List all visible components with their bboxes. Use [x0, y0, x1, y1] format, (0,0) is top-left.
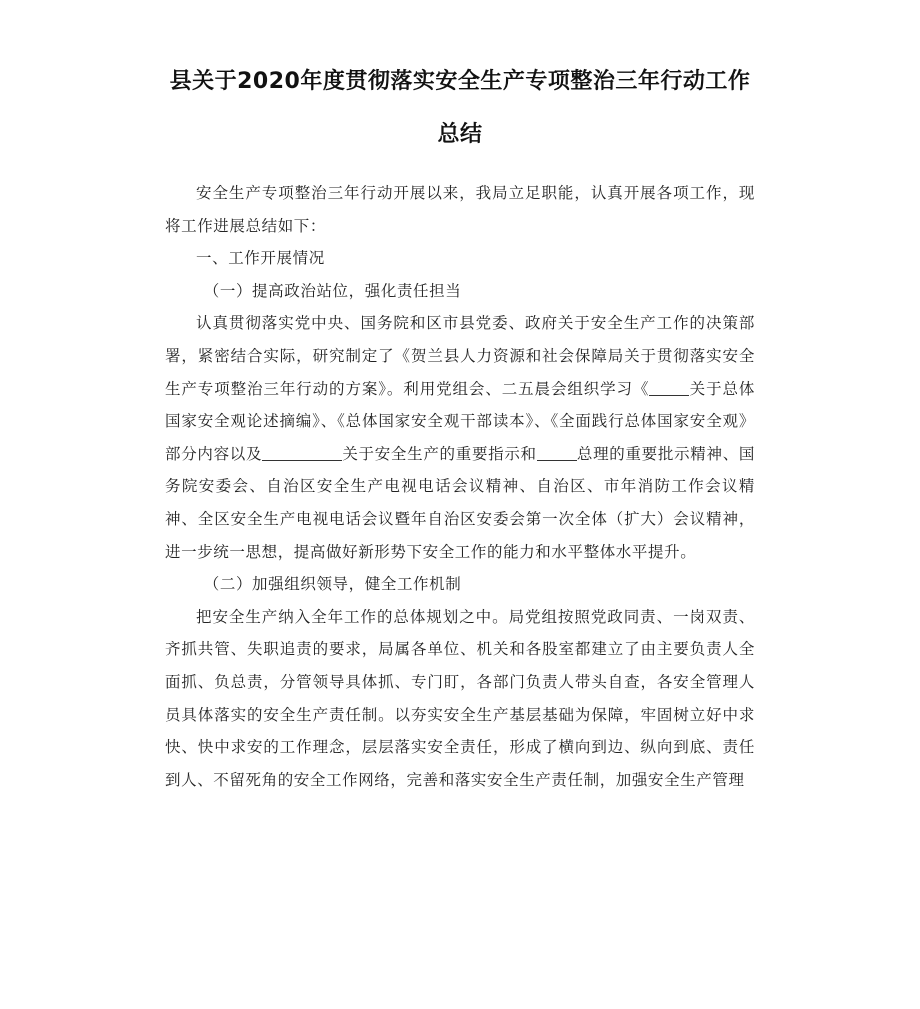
- intro-paragraph: 安全生产专项整治三年行动开展以来，我局立足职能，认真开展各项工作，现将工作进展总结如下：: [165, 184, 755, 235]
- section-heading-1: 一、工作开展情况: [196, 249, 325, 268]
- subsection-heading-1: （一）提高政治站位，强化责任担当: [203, 281, 462, 300]
- blank-underline: [537, 444, 577, 461]
- document-body: [165, 177, 755, 796]
- paragraph-text: 总理的重要批示精神、国务院安委会、自治区安全生产电视电话会议精神、自治区、市年消防工作会议精神、全区安全生产电视电话会议暨年自治区安委会第一次全体（扩大）会议精神，进一步统一思想，提高做好新形势下安全工作的能力和水平整体水平提升。: [165, 444, 755, 561]
- paragraph-text: 关于总体国家安全观论述摘编》、《总体国家安全观干部读本》、《全面践行总体国家安全观》部分内容以及: [165, 379, 755, 463]
- blank-underline: [262, 444, 342, 461]
- document-title-continued: 总结: [437, 122, 483, 147]
- paragraph-text: 关于安全生产的重要指示和: [342, 444, 537, 463]
- subsection-2-paragraph: 把安全生产纳入全年工作的总体规划之中。局党组按照党政同责、一岗双责、齐抓共管、失职追责的要求，局属各单位、机关和各股室都建立了由主要负责人全面抓、负总责，分管领导具体抓、专门盯，各部门负责人带头自查，各安全管理人员具体落实的安全生产责任制。以夯实安全生产基层基础为保障，牢固树立好中求快、快中求安的工作理念，层层落实安全责任，形成了横向到边、纵向到底、责任到人、不留死角的安全工作网络，完善和落实安全生产责任制，加强安全生产管理: [165, 607, 755, 789]
- blank-underline: [649, 379, 689, 396]
- paragraph-text: 认真贯彻落实党中央、国务院和区市县党委、政府关于安全生产工作的决策部署，紧密结合实际，研究制定了《贺兰县人力资源和社会保障局关于贯彻落实安全生产专项整治三年行动的方案》。利用党组会、二五晨会组织学习《: [165, 314, 755, 398]
- subsection-1-paragraph: [165, 307, 755, 568]
- subsection-heading-2: （二）加强组织领导，健全工作机制: [203, 575, 462, 594]
- document-title: 县关于2020年度贯彻落实安全生产专项整治三年行动工作: [169, 69, 751, 94]
